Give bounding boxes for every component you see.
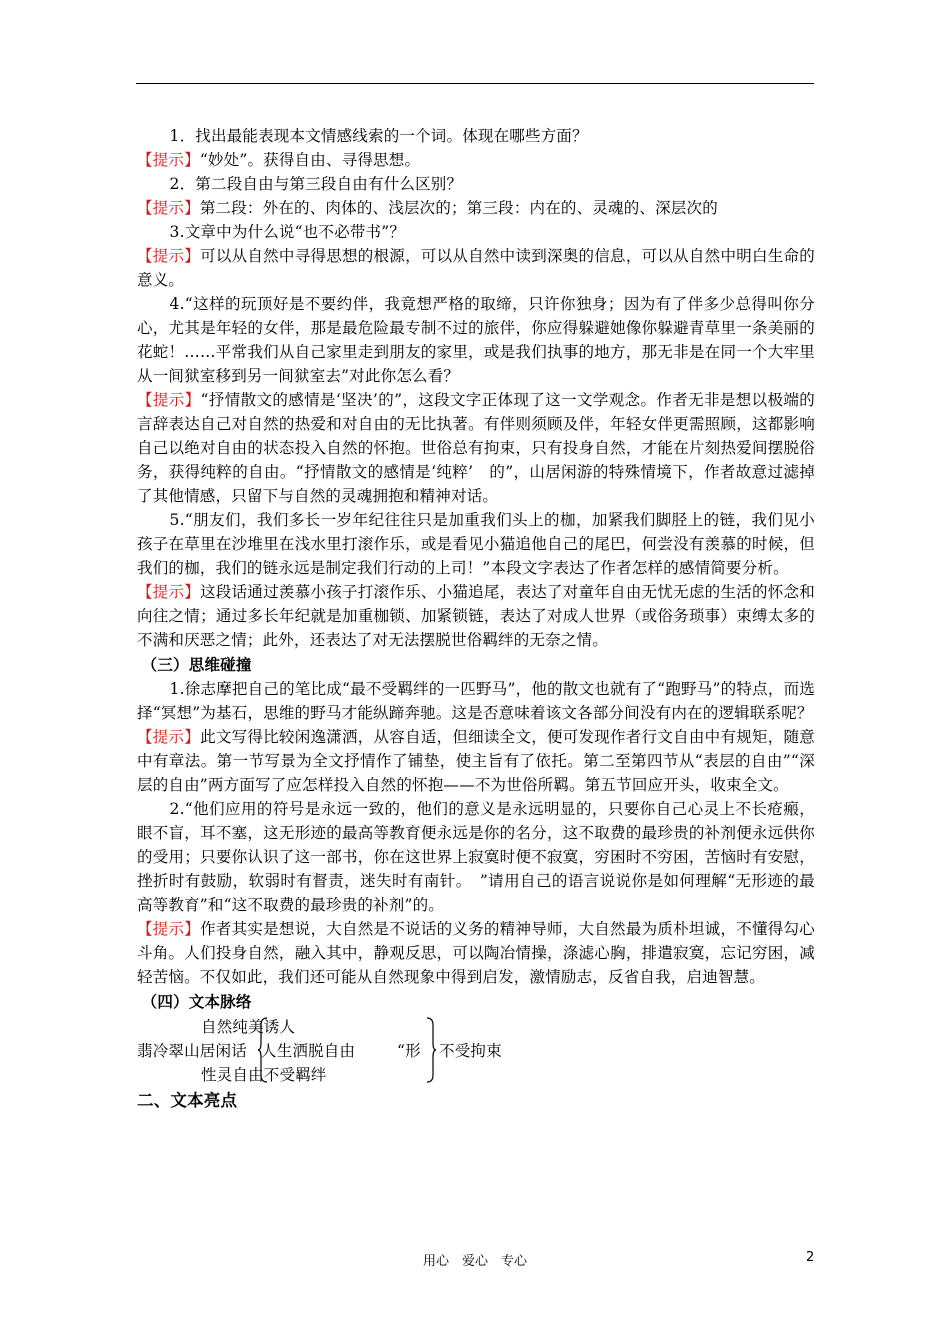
question-paragraph: 1．找出最能表现本文情感线索的一个词。体现在哪些方面？ [169, 127, 588, 145]
hint-text: 这段话通过羡慕小孩子打滚作乐、小猫追尾，表达了对童年自由无忧无虑的生活的怀念和向往之情；通过多长年纪就是加重枷锁、加紧锁链，表达了对成人世界（或俗务琐事）束缚太多的不满和厌恶之情；此外，还表达了对无法摆脱世俗羁绊的无奈之情。 [137, 583, 815, 649]
hint-paragraph [137, 244, 815, 292]
hint-label: 【提示】 [137, 391, 201, 409]
hint-paragraph [137, 725, 815, 797]
hint-text: “抒情散文的感情是‘坚决’的”，这段文字正体现了这一文学观念。作者无非是想以极端的言辞表达自己对自然的热爱和对自由的无比执著。有伴则须顾及伴，年轻女伴更需照顾，这都影响自己以绝对自由的状态投入自然的怀抱。世俗总有拘束，只有投身自然，才能在片刻热爱间摆脱俗务，获得纯粹的自由。“抒情散文的感情是‘纯粹’ 的”，山居闲游的特殊情境下，作者故意过滤掉了其他情感，只留下与自然的灵魂拥抱和精神对话。 [137, 391, 815, 505]
left-brace-icon [257, 1017, 269, 1083]
question-paragraph: 2．第二段自由与第三段自由有什么区别？ [169, 175, 463, 193]
hint-text: “妙处”。获得自由、寻得思想。 [199, 151, 421, 169]
question-paragraph: 5.“朋友们，我们多长一岁年纪往往只是加重我们头上的枷，加紧我们脚胫上的链，我们见小孩子在草里在沙堆里在浅水里打滚作乐，或是看见小猫追他自己的尾巴，何尝没有羡慕的时候，但我们的枷，我们的链永远是制定我们行动的上司！”本段文字表达了作者怎样的感情简要分析。 [137, 511, 815, 577]
question-paragraph: 3.文章中为什么说“也不必带书”？ [169, 223, 406, 241]
hint-text: 作者其实是想说，大自然是不说话的义务的精神导师，大自然最为质朴坦诚，不懂得勾心斗角。人们投身自然，融入其中，静观反思，可以陶冶情操，涤滤心胸，排遣寂寞，忘记穷困，减轻苦恼。不仅如此，我们还可能从自然现象中得到启发，激情励志，反省自我，启迪智慧。 [137, 920, 815, 986]
right-brace-icon [425, 1017, 437, 1083]
hint-text: 可以从自然中寻得思想的根源，可以从自然中读到深奥的信息，可以从自然中明白生命的意义。 [137, 247, 815, 289]
header-rule [136, 83, 814, 84]
hint-paragraph [137, 148, 815, 172]
section-heading: （四）文本脉络 [141, 992, 252, 1011]
hint-paragraph [137, 388, 815, 508]
outline-item: 自然纯美诱人 [201, 1018, 296, 1036]
outline-middle: “形 [397, 1042, 421, 1060]
outline-conclusion: 不受拘束 [439, 1042, 502, 1060]
hint-paragraph [137, 580, 815, 652]
question-paragraph: 4.“这样的玩顶好是不要约伴，我竟想严格的取缔，只许你独身；因为有了伴多少总得叫你分心，尤其是年轻的女伴，那是最危险最专制不过的旅伴，你应得躲避她像你躲避青草里一条美丽的花蛇！……平常我们从自己家里走到朋友的家里，或是我们执事的地方，那无非是在同一个大牢里从一间狱室移到另一间狱室去”对此你怎么看？ [137, 295, 815, 385]
page-footer: 用心 爱心 专心 [422, 1254, 527, 1269]
question-paragraph: 1.徐志摩把自己的笔比成“最不受羁绊的一匹野马”，他的散文也就有了“跑野马”的特点，而选择“冥想”为基石，思维的野马才能纵蹄奔驰。这是否意味着该文各部分间没有内在的逻辑联系呢？ [137, 680, 815, 722]
hint-text: 第二段：外在的、肉体的、浅层次的；第三段：内在的、灵魂的、深层次的 [199, 199, 718, 217]
outline-item: 性灵自由不受羁绊 [201, 1066, 327, 1084]
hint-paragraph [137, 917, 815, 989]
hint-label: 【提示】 [137, 728, 201, 746]
hint-label: 【提示】 [137, 247, 201, 265]
document-body [137, 124, 815, 1113]
hint-paragraph [137, 196, 815, 220]
outline-root: 翡冷翠山居闲话 [137, 1042, 247, 1060]
hint-label: 【提示】 [137, 920, 201, 938]
hint-label: 【提示】 [137, 199, 200, 217]
question-paragraph: 2.“他们应用的符号是永远一致的，他们的意义是永远明显的，只要你自己心灵上不长疮瘢，眼不盲，耳不塞，这无形迹的最高等教育便永远是你的名分，这不取费的最珍贵的补剂便永远供你的受用；只要你认识了这一部书，你在这世界上寂寞时便不寂寞，穷困时不穷困，苦恼时有安慰，挫折时有鼓励，软弱时有督责，迷失时有南针。 ”请用自己的语言说说你是如何理解“无形迹的最高等教育”和“这不取费的最珍贵的补剂”的。 [137, 800, 815, 914]
section-heading: （三）思维碰撞 [141, 655, 252, 674]
text-outline [137, 1015, 815, 1087]
hint-text: 此文写得比较闲逸潇洒，从容自适，但细读全文，便可发现作者行文自由中有规矩，随意中有章法。第一节写景为全文抒情作了铺垫，使主旨有了依托。第二至第四节从“表层的自由”“深层的自由”两方面写了应怎样投入自然的怀抱——不为世俗所羁。第五节回应开头，收束全文。 [137, 728, 815, 794]
outline-item: 人生洒脱自由 [261, 1042, 356, 1060]
hint-label: 【提示】 [137, 583, 201, 601]
hint-label: 【提示】 [137, 151, 200, 169]
section-two-heading: 二、文本亮点 [137, 1091, 238, 1110]
page-number: 2 [806, 1250, 815, 1265]
